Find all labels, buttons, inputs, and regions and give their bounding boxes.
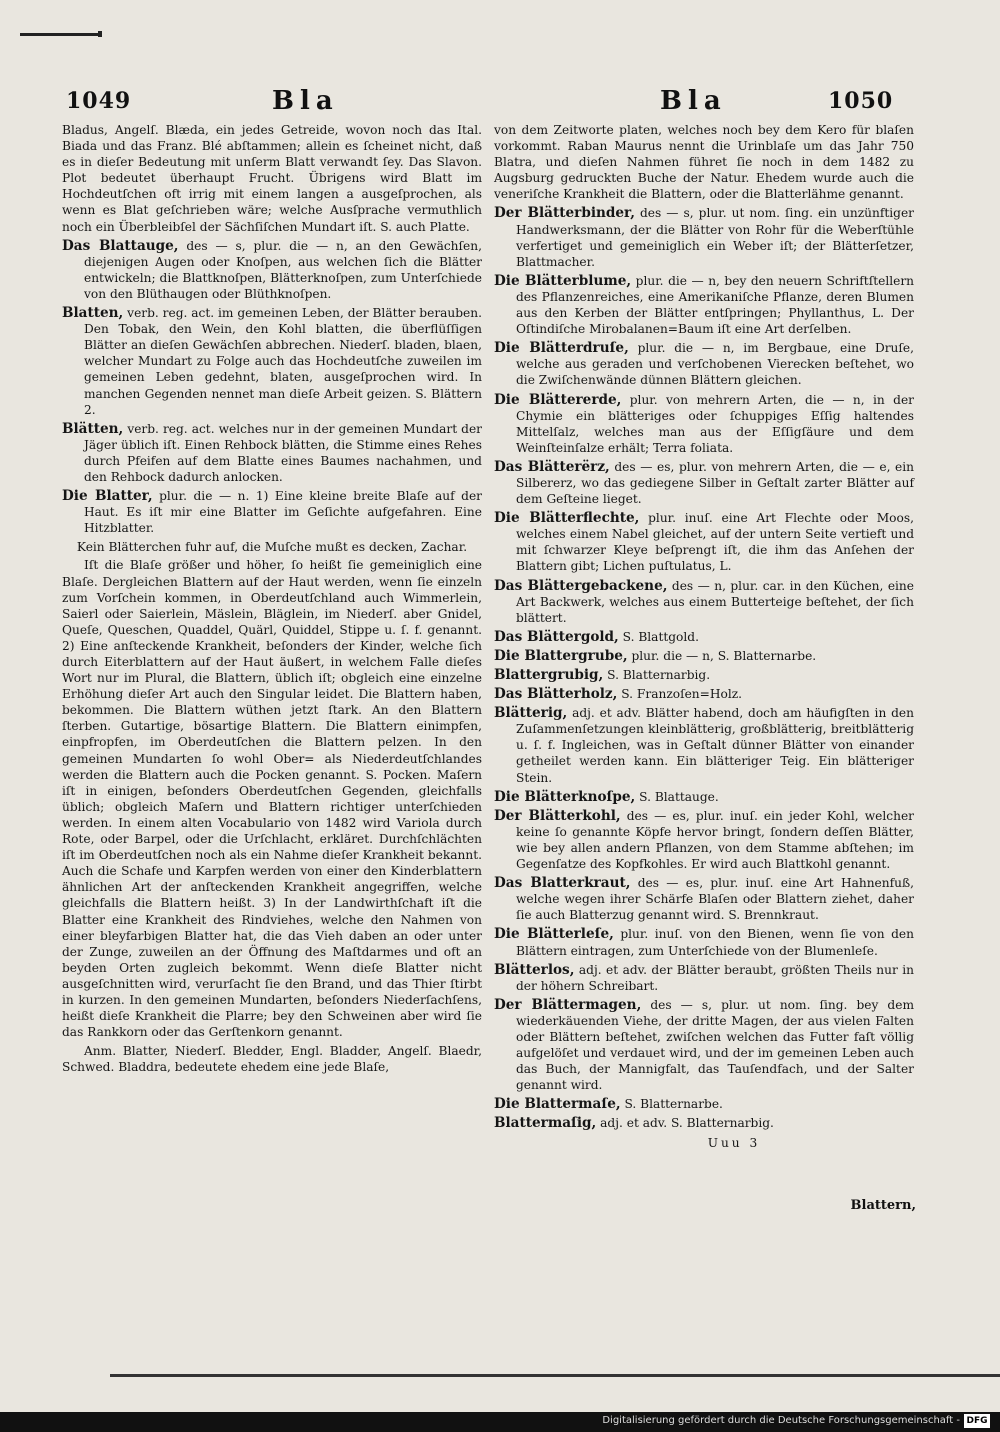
entry-text: des — n, plur. car. in den Küchen, eine Art Backwerk, welches aus einem Butterteige beſtehet, der ſich blättert.	[516, 578, 914, 625]
left-entry	[62, 238, 482, 302]
right-entry	[494, 808, 914, 872]
entry-lemma: Die Blätterblume,	[494, 272, 632, 289]
entry-lemma: Die Blattermaſe,	[494, 1096, 621, 1113]
entry-text: des — s, plur. ut nom. ſing. bey dem wiederkäuenden Viehe, der dritte Magen, der aus vielen Falten oder Blättern beſtehet, zwiſchen welchen das Futter faſt völlig aufgelöſet und verdauet wird, und der im gemeinen Leben auch das Buch, der Mannigfalt, das Tauſendfach, und der Salter genannt wird.	[516, 997, 915, 1093]
right-entry	[494, 1096, 914, 1112]
entry-text: des — s, plur. ut nom. ſing. ein unzünftiger Handwerksmann, der die Blätter von Rohr für die Weberſtühle verfertiget und gemeiniglich ein Weber iſt; der Blätterſetzer, Blattmacher.	[516, 206, 914, 269]
entry-lemma: Blätten,	[62, 420, 124, 437]
top-rule-tick	[98, 31, 102, 37]
entry-text: des — es, plur. inuſ. eine Art Hahnenfuß, welche wegen ihrer Schärfe Blaſen oder Blattern ziehet, daher ſie auch Blatterzug genannt wird. S. Brennkraut.	[516, 876, 914, 923]
entry-text: des — es, plur. von mehrern Arten, die — e, ein Silbererz, wo das gediegene Silber in Geſtalt zarter Blätter auf dem Geſteine lieget.	[516, 459, 914, 507]
entry-lemma: Die Blätterflechte,	[494, 510, 640, 527]
entry-lemma: Blatten,	[62, 305, 124, 322]
right-entry	[494, 648, 914, 664]
entry-text: adj. et adv. Blätter habend, doch am häufigſten in den Zuſammenſetzungen kleinblätterig, großblätterig, breitblätterig u. ſ. f. Ingleichen, was in Geſtalt dünner Blätter von einander getheilet werden kann. Ein blätteriger Teig. Ein blätteriger Stein.	[516, 706, 914, 785]
entry-text: Bladus, Angelſ. Blæda, ein jedes Getreide, wovon noch das Ital. Biada und das Franz. Blé abſtammen; allein es ſcheinet nicht, daß es in dieſer Bedeutung mit unſerm Blatt verwandt ſey. Das Slavon. Plot bedeutet überhaupt Frucht. Übrigens wird Blatt im Hochdeutſchen oft irrig mit einem langen a ausgeſprochen, als wenn es Blat geſchrieben wäre; welche Ausſprache vermuthlich noch ein Überbleibſel der Sächſiſchen Mundart iſt. S. auch Platte.	[62, 123, 482, 234]
left-entry	[62, 488, 482, 536]
signature-mark: Uuu 3	[707, 1135, 761, 1150]
entry-lemma: Der Blätterkohl,	[494, 807, 621, 824]
entry-lemma: Die Blätterknoſpe,	[494, 788, 636, 805]
entry-lemma: Das Blätterërz,	[494, 458, 610, 475]
right-entry	[494, 629, 914, 645]
right-entry	[494, 1115, 914, 1131]
right-entry	[494, 667, 914, 683]
entry-lemma: Blätterig,	[494, 705, 568, 722]
dfg-logo: DFG	[964, 1414, 990, 1428]
entry-text: plur. inuſ. von den Bienen, wenn ſie von den Blättern eintragen, zum Unterſchiede von der Blumenleſe.	[516, 927, 914, 958]
left-entry	[62, 305, 482, 418]
entry-text: adj. et adv. S. Blatternarbig.	[596, 1116, 774, 1131]
entry-text: Iſt die Blaſe größer und höher, ſo heißt ſie gemeiniglich eine Blaſe. Dergleichen Blattern auf der Haut werden, wenn ſie einzeln zum Vorſchein kommen, in Oberdeutſchland auch Wimmerlein, Saierl oder Saierlein, Mäslein, Bläglein, im Niederſ. aber Gnidel, Queſe, Queschen, Quaddel, Quärl, Quiddel, Stippe u. ſ. f. genannt. 2) Eine anſteckende Krankheit, beſonders der Kinder, welche ſich durch Eiterblattern auf der Haut äußert, in welchem Falle dieſes Wort nur im Plural, die Blattern, üblich iſt; obgleich eine einzelne Erhöhung dieſer Art auch den Singular leidet. Die Blattern haben, bekommen. Die Blattern wüthen jetzt ſtark. An den Blattern ſterben. Gutartige, bösartige Blattern. Die Blattern einimpfen, einpfropfen, im Oberdeutſchen die Blattern pelzen. In den gemeinen Mundarten ſo wohl Ober= als Niederdeutſchlandes werden die Blattern auch die Pocken genannt. S. Pocken. Maſern iſt in einigen, beſonders Oberdeutſchen Gegenden, gleichfalls üblich; obgleich Maſern und Blattern richtiger unterſchieden werden. In einem alten Vocabulario von 1482 wird Variola durch Rote, oder Barpel, oder die Urſchlacht, erkläret. Durchſchlächten iſt im Oberdeutſchen noch als ein Nahme dieſer Krankheit bekannt. Auch die Schafe und Karpfen werden von einer den Kinderblattern ähnlichen Art der anſteckenden Krankheit angegriffen, welche gleichfalls die Blattern heißt. 3) In der Landwirthſchaft iſt die Blatter eine Krankheit des Rindviehes, welche den Nahmen von einer bleyfarbigen Blatter hat, die das Vieh daben an oder unter der Zunge, zuweilen an der Öffnung des Maſtdarmes und oft an beyden Orten zugleich bekommt. Wenn dieſe Blatter nicht ausgeſchnitten wird, verurſacht ſie den Brand, und das Thier ſtirbt in kurzen. In den gemeinen Mundarten, beſonders Niederſachſens, heißt dieſe Krankheit die Plarre; bey den Schweinen aber wird ſie das Rankkorn oder das Gerſtenkorn genannt.	[62, 558, 482, 1040]
left-entry	[62, 539, 482, 555]
entry-lemma: Blätterlos,	[494, 961, 575, 978]
left-entry	[62, 122, 482, 235]
entry-lemma: Die Blattergrube,	[494, 647, 628, 664]
entry-text: des — es, plur. inuſ. ein jeder Kohl, welcher keine ſo genannte Köpfe hervor bringt, ſondern deſſen Blätter, wie bey allen andern Pflanzen, von dem Stamme abſtehen; im Gegenſatze des Kopfkohles. Er wird auch Blattkohl genannt.	[516, 808, 914, 872]
entry-text: Anm. Blatter, Niederſ. Bledder, Engl. Bladder, Angelſ. Blaedr, Schwed. Bladdra, bedeutete ehedem eine jede Blaſe,	[62, 1044, 482, 1075]
entry-lemma: Das Blätterholz,	[494, 686, 618, 703]
entry-lemma: Das Blatterkraut,	[494, 875, 631, 892]
right-entry	[494, 459, 914, 507]
entry-text: verb. reg. act. im gemeinen Leben, der Blätter berauben. Den Tobak, den Wein, den Kohl blatten, die überflüſſigen Blätter an dieſen Gewächſen abbrechen. Niederſ. bladen, blaen, welcher Mundart zu Folge auch das Hochdeutſche zuweilen im gemeinen Leben gedehnt, blaten, ausgeſprochen wird. In manchen Gegenden nennet man dieſe Arbeit geizen. S. Blättern 2.	[84, 306, 482, 417]
right-entry	[494, 205, 914, 269]
entry-text: plur. inuſ. eine Art Flechte oder Moos, welches einem Nabel gleichet, auf der untern Seite vertieft und mit ſchwarzer Kleye beſprengt iſt, die ihm das Anſehen der Blattern gibt; Lichen puſtulatus, L.	[516, 511, 914, 574]
right-entry	[494, 392, 914, 456]
right-entry	[494, 705, 914, 785]
right-entry	[494, 962, 914, 994]
left-entry	[62, 421, 482, 485]
entry-lemma: Der Blätterbinder,	[494, 205, 635, 222]
entry-lemma: Das Blättergold,	[494, 628, 619, 645]
entry-text: von dem Zeitworte platen, welches noch bey dem Kero für blaſen vorkommt. Raban Maurus nennt die Urinblaſe um das Jahr 750 Blatra, und dieſen Nahmen führet ſie noch in dem 1482 zu Augsburg gedruckten Buche der Natur. Ehedem wurde auch die veneriſche Krankheit die Blattern, oder die Blatterlähme genannt.	[494, 123, 914, 202]
entry-text: plur. die — n, im Bergbaue, eine Druſe, welche aus geraden und verſchobenen Vierecken beſtehet, wo die Zwiſchenwände dünnen Blättern gleichen.	[516, 341, 914, 388]
right-page-number: 1050	[828, 88, 894, 114]
digitization-credit: Digitalisierung gefördert durch die Deutsche Forschungsgemeinschaft -	[602, 1415, 960, 1426]
right-running-head: Bla	[660, 86, 727, 116]
left-page-number: 1049	[66, 88, 132, 114]
entry-text: plur. von mehrern Arten, die — n, in der Chymie ein blätteriges oder ſchuppiges Eſſig haltendes Mittelſalz, welches man aus der Eſſigſäure und dem Weinſteinſalze erhält; Terra foliata.	[516, 392, 914, 455]
entry-lemma: Die Blätterleſe,	[494, 926, 614, 943]
bottom-rule	[110, 1374, 1000, 1377]
entry-text: plur. die — n, S. Blatternarbe.	[627, 648, 817, 663]
right-entry	[494, 510, 914, 574]
entry-lemma: Die Blätterdruſe,	[494, 340, 629, 357]
entry-text: S. Franzoſen=Holz.	[617, 687, 743, 702]
right-entry	[494, 122, 914, 202]
entry-lemma: Das Blattauge,	[62, 237, 179, 254]
entry-lemma: Der Blättermagen,	[494, 996, 642, 1013]
top-rule	[20, 33, 100, 36]
catchword: Blattern,	[850, 1198, 916, 1213]
entry-text: plur. die — n, bey den neuern Schriftſtellern des Pflanzenreiches, eine Amerikaniſche Pflanze, deren Blumen aus den Kerben der Blätter entſpringen; Phyllanthus, L. Der Oſtindiſche Mirobalanen=Baum iſt eine Art derſelben.	[516, 273, 914, 337]
right-entry	[494, 875, 914, 923]
right-entry	[494, 926, 914, 958]
entry-text: des — s, plur. die — n, an den Gewächſen, diejenigen Augen oder Knoſpen, aus welchen ſich die Blätter entwickeln; die Blattknoſpen, Blätterknoſpen, zum Unterſchiede von den Blüthaugen oder Blüthknoſpen.	[84, 238, 482, 301]
right-entry	[494, 340, 914, 388]
right-entry	[494, 686, 914, 702]
entry-text: S. Blattauge.	[635, 789, 719, 804]
right-entry	[494, 273, 914, 337]
left-entry	[62, 1043, 482, 1075]
entry-text: S. Blatternarbig.	[603, 668, 711, 682]
entry-lemma: Die Blättererde,	[494, 391, 622, 408]
entry-text: verb. reg. act. welches nur in der gemeinen Mundart der Jäger üblich iſt. Einen Rehbock blätten, die Stimme eines Rehes durch Pfeifen auf dem Blatte eines Baumes nachahmen, und den Rehbock dadurch anlocken.	[84, 421, 482, 484]
right-entry	[494, 789, 914, 805]
left-entry	[62, 557, 482, 1040]
left-running-head: Bla	[272, 86, 339, 116]
entry-text: plur. die — n. 1) Eine kleine breite Blaſe auf der Haut. Es iſt mir eine Blatter im Geſichte aufgefahren. Eine Hitzblatter.	[84, 489, 482, 536]
entry-lemma: Blattergrubig,	[494, 667, 604, 683]
left-column	[62, 122, 482, 1078]
right-entry	[494, 997, 914, 1094]
entry-lemma: Blattermaſig,	[494, 1115, 597, 1132]
entry-text: Kein Blätterchen fuhr auf, die Muſche mußt es decken, Zachar.	[76, 540, 468, 555]
right-entry	[494, 578, 914, 626]
entry-text: adj. et adv. der Blätter beraubt, größten Theils nur in der höhern Schreibart.	[516, 962, 914, 993]
entry-text: S. Blattgold.	[618, 629, 699, 644]
right-column	[494, 122, 914, 1154]
entry-text: S. Blatternarbe.	[620, 1097, 723, 1112]
entry-lemma: Die Blatter,	[62, 488, 153, 505]
entry-lemma: Das Blättergebackene,	[494, 577, 668, 594]
